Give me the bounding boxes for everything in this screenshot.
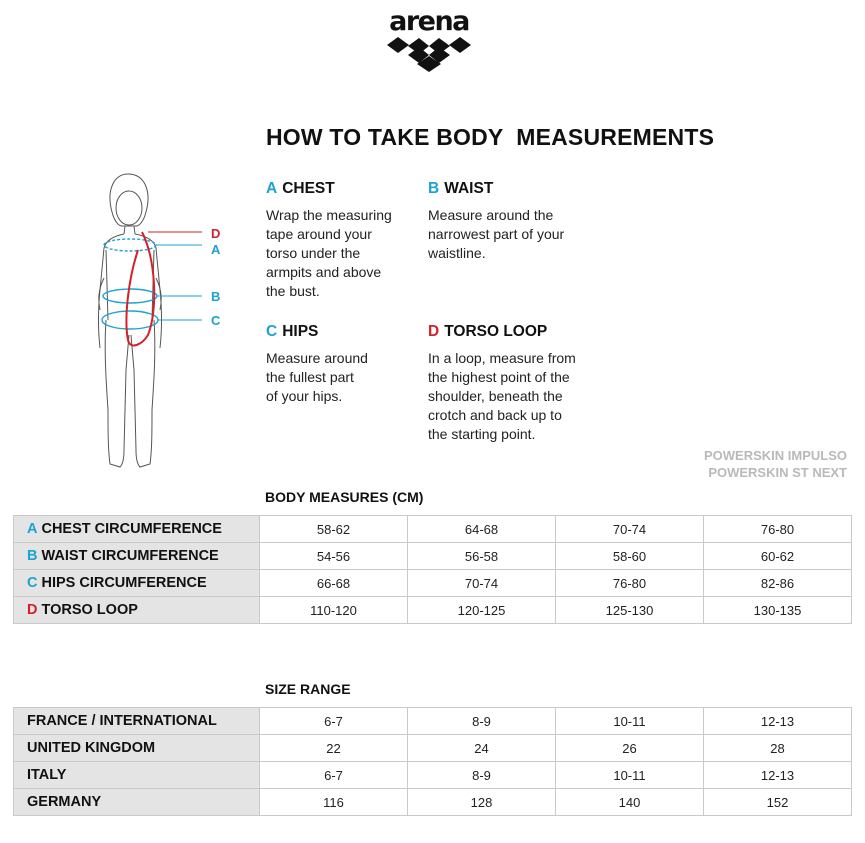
table-cell: 24 bbox=[408, 735, 556, 762]
table-cell: 58-60 bbox=[556, 543, 704, 570]
torso-loop-text-line: crotch and back up to bbox=[428, 407, 562, 423]
table-cell: 70-74 bbox=[408, 570, 556, 597]
row-letter: B bbox=[27, 548, 38, 564]
waist-text-line: Measure around the bbox=[428, 207, 554, 223]
table-cell: 76-80 bbox=[704, 516, 852, 543]
table-row bbox=[14, 597, 852, 624]
size-range-title: SIZE RANGE bbox=[265, 681, 351, 697]
table-cell: 8-9 bbox=[408, 762, 556, 789]
body-figure bbox=[90, 170, 230, 475]
row-label-text: HIPS CIRCUMFERENCE bbox=[41, 575, 207, 591]
torso-loop-text-line: In a loop, measure from bbox=[428, 350, 576, 366]
waist-text-line: waistline. bbox=[428, 245, 486, 261]
table-cell: 8-9 bbox=[408, 708, 556, 735]
arena-logo bbox=[383, 8, 475, 72]
hips-text bbox=[266, 349, 436, 406]
row-letter: C bbox=[27, 575, 38, 591]
marker-d: D bbox=[211, 226, 221, 241]
table-cell: 116 bbox=[260, 789, 408, 816]
waist-title: WAIST bbox=[444, 180, 494, 197]
chest-text-line: torso under the bbox=[266, 245, 361, 261]
product-list bbox=[704, 447, 847, 481]
table-cell: 56-58 bbox=[408, 543, 556, 570]
table-cell: 12-13 bbox=[704, 762, 852, 789]
table-row bbox=[14, 516, 852, 543]
torso-loop-text-line: the highest point of the bbox=[428, 369, 570, 385]
table-row bbox=[14, 735, 852, 762]
row-label: GERMANY bbox=[14, 789, 260, 816]
table-cell: 12-13 bbox=[704, 708, 852, 735]
chest-instruction bbox=[266, 180, 436, 301]
brand-name: arena bbox=[389, 6, 469, 37]
chest-text-line: armpits and above bbox=[266, 264, 382, 280]
table-cell: 54-56 bbox=[260, 543, 408, 570]
hips-title: HIPS bbox=[282, 323, 319, 340]
table-cell: 152 bbox=[704, 789, 852, 816]
table-cell: 22 bbox=[260, 735, 408, 762]
body-measures-title: BODY MEASURES (CM) bbox=[265, 489, 424, 505]
table-cell: 28 bbox=[704, 735, 852, 762]
size-range-table bbox=[13, 707, 852, 816]
row-label bbox=[14, 597, 260, 624]
row-label bbox=[14, 516, 260, 543]
product-name: POWERSKIN ST NEXT bbox=[708, 465, 847, 480]
chest-text-line: Wrap the measuring bbox=[266, 207, 392, 223]
table-cell: 120-125 bbox=[408, 597, 556, 624]
row-letter: D bbox=[27, 602, 38, 618]
table-row bbox=[14, 708, 852, 735]
table-cell: 76-80 bbox=[556, 570, 704, 597]
hips-instruction bbox=[266, 323, 436, 406]
torso-loop-text-line: the starting point. bbox=[428, 426, 536, 442]
torso-loop-text bbox=[428, 349, 608, 444]
table-cell: 10-11 bbox=[556, 708, 704, 735]
torso-loop-text-line: shoulder, beneath the bbox=[428, 388, 563, 404]
waist-instruction bbox=[428, 180, 598, 263]
chest-text-line: the bust. bbox=[266, 283, 320, 299]
chest-text bbox=[266, 206, 436, 301]
page-title: HOW TO TAKE BODY MEASUREMENTS bbox=[266, 124, 715, 150]
child-body-outline-icon bbox=[90, 170, 230, 475]
marker-b: B bbox=[211, 289, 221, 304]
table-cell: 58-62 bbox=[260, 516, 408, 543]
table-cell: 70-74 bbox=[556, 516, 704, 543]
table-cell: 6-7 bbox=[260, 762, 408, 789]
chest-heading bbox=[266, 180, 436, 198]
waist-text-line: narrowest part of your bbox=[428, 226, 565, 242]
hips-text-line: of your hips. bbox=[266, 388, 343, 404]
table-cell: 140 bbox=[556, 789, 704, 816]
waist-heading bbox=[428, 180, 598, 198]
row-label bbox=[14, 543, 260, 570]
hips-text-line: Measure around bbox=[266, 350, 368, 366]
table-row bbox=[14, 762, 852, 789]
table-cell: 110-120 bbox=[260, 597, 408, 624]
torso-loop-title: TORSO LOOP bbox=[444, 323, 548, 340]
row-label-text: WAIST CIRCUMFERENCE bbox=[41, 548, 219, 564]
table-cell: 26 bbox=[556, 735, 704, 762]
table-row bbox=[14, 789, 852, 816]
row-label: ITALY bbox=[14, 762, 260, 789]
hips-text-line: the fullest part bbox=[266, 369, 354, 385]
hips-letter: C bbox=[266, 323, 278, 340]
torso-loop-letter: D bbox=[428, 323, 440, 340]
row-letter: A bbox=[27, 521, 38, 537]
chest-text-line: tape around your bbox=[266, 226, 372, 242]
hips-heading bbox=[266, 323, 436, 341]
diamond-logo-icon bbox=[387, 37, 471, 72]
waist-letter: B bbox=[428, 180, 440, 197]
torso-loop-instruction bbox=[428, 323, 608, 444]
waist-text bbox=[428, 206, 598, 263]
row-label bbox=[14, 570, 260, 597]
chest-letter: A bbox=[266, 180, 278, 197]
table-cell: 6-7 bbox=[260, 708, 408, 735]
table-row bbox=[14, 543, 852, 570]
chest-title: CHEST bbox=[282, 180, 335, 197]
table-cell: 128 bbox=[408, 789, 556, 816]
row-label-text: TORSO LOOP bbox=[41, 602, 138, 618]
table-cell: 64-68 bbox=[408, 516, 556, 543]
table-cell: 82-86 bbox=[704, 570, 852, 597]
torso-loop-heading bbox=[428, 323, 608, 341]
table-cell: 125-130 bbox=[556, 597, 704, 624]
table-row bbox=[14, 570, 852, 597]
body-measures-table bbox=[13, 515, 852, 624]
row-label: FRANCE / INTERNATIONAL bbox=[14, 708, 260, 735]
table-cell: 66-68 bbox=[260, 570, 408, 597]
marker-a: A bbox=[211, 242, 221, 257]
row-label-text: CHEST CIRCUMFERENCE bbox=[41, 521, 222, 537]
table-cell: 130-135 bbox=[704, 597, 852, 624]
marker-c: C bbox=[211, 313, 221, 328]
product-name: POWERSKIN IMPULSO bbox=[703, 448, 847, 463]
table-cell: 10-11 bbox=[556, 762, 704, 789]
row-label: UNITED KINGDOM bbox=[14, 735, 260, 762]
table-cell: 60-62 bbox=[704, 543, 852, 570]
